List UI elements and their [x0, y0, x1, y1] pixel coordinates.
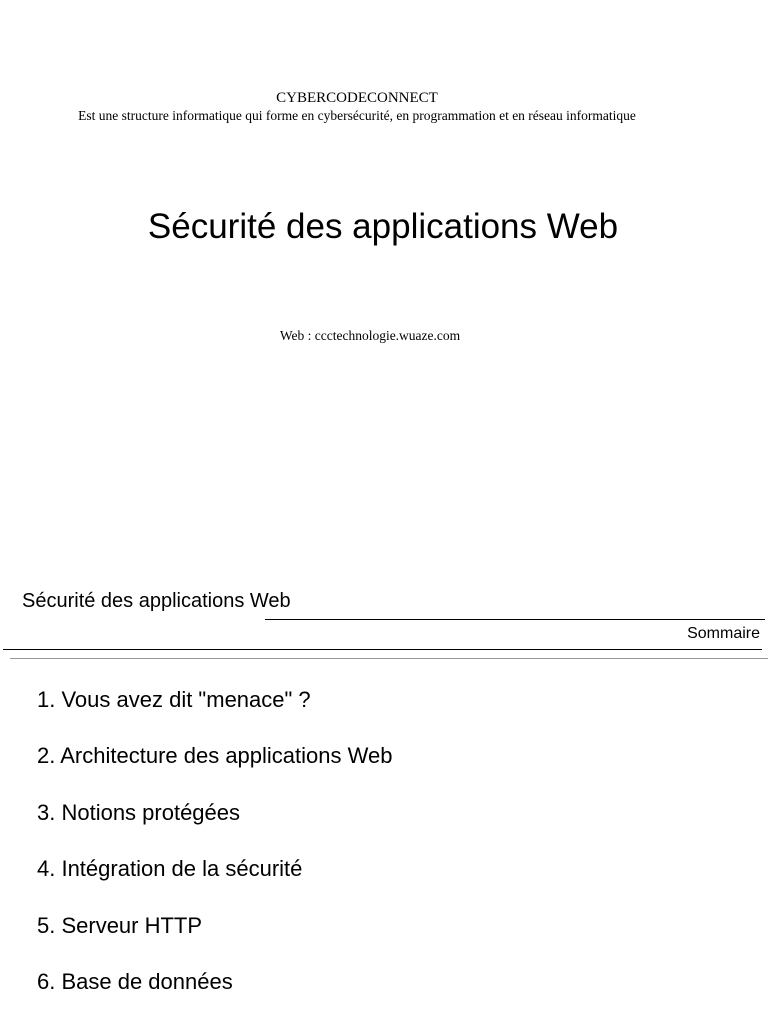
slide-divider: [10, 658, 768, 659]
toc-item: 2. Architecture des applications Web: [37, 743, 393, 769]
toc-item: 4. Intégration de la sécurité: [37, 856, 303, 882]
toc-item: 1. Vous avez dit "menace" ?: [37, 687, 311, 712]
table-of-contents: [37, 686, 392, 1024]
slide-header-title: Sécurité des applications Web: [22, 590, 291, 612]
header-divider: [265, 619, 765, 620]
section-divider: [3, 649, 762, 650]
presentation-title: Sécurité des applications Web: [147, 207, 619, 246]
section-label: Sommaire: [687, 625, 760, 642]
organization-name: CYBERCODECONNECT: [276, 90, 438, 106]
organization-description: Est une structure informatique qui forme en cybersécurité, en programmation et en réseau informatique: [78, 108, 636, 123]
toc-item: 3. Notions protégées: [37, 799, 241, 825]
toc-item: 6. Base de données: [37, 968, 233, 994]
toc-item: 5. Serveur HTTP: [37, 912, 203, 938]
website-line: Web : ccctechnologie.wuaze.com: [279, 328, 461, 343]
